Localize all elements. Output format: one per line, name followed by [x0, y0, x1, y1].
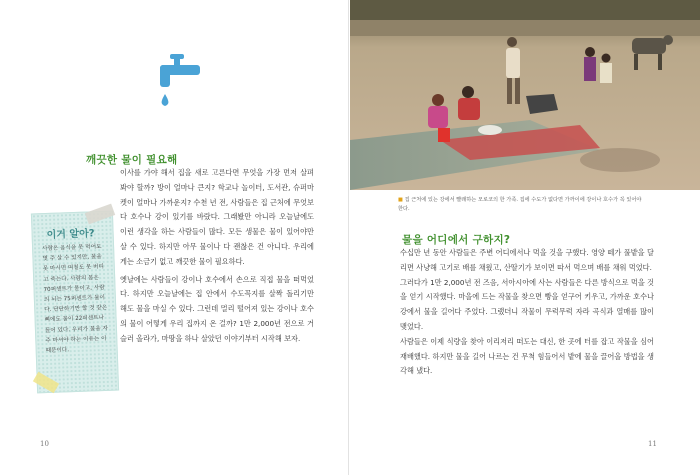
body-text — [400, 246, 654, 379]
paragraph: 수십만 년 동안 사람들은 주변 어디에서나 먹을 것을 구했다. 영양 떼가 풀밭을 달리면 사냥해 고기로 배를 채웠고, 산딸기가 보이면 따서 먹으며 배를 채워 먹었다. — [400, 248, 654, 272]
note-text: 사람은 음식을 못 먹어도 몇 주 살 수 있지만, 물을 못 마시면 며칠도 못 버티고 죽는다. 사람의 몸은 70퍼센트가 물이고, 사람의 뇌는 75퍼센트가 물이다. 단단하기만 할 것 같은 뼈에도 물이 22퍼센트나 들어 있다. 우리가 물을 자주 마셔야 하는 이유는 이 때문이다. — [42, 244, 108, 355]
paragraph: 이사를 가야 해서 집을 새로 고른다면 무엇을 가장 먼저 살펴봐야 할까? 방이 얼마나 큰지? 학교나 놀이터, 도서관, 슈퍼마켓이 얼마나 가까운지? 수천 년 전, 사람들은 집 근처에 무엇보다 호수나 강이 있기를 바랐다. 그래봤만 아니라 오늘날에도 이런 생각을 하는 사람들이 많다. 모든 생물은 물이 있어야만 살 수 있다. 하지만 아무 물이나 다 괜찮은 건 아니다. 우리에게는 소금기 없고 깨끗한 물이 필요하다. — [120, 168, 314, 266]
note-title: 이거 알아? — [46, 228, 95, 241]
faucet-icon — [152, 52, 202, 112]
paragraph: 옛날에는 사람들이 강이나 호수에서 손으로 직접 물을 떠먹었다. 하지만 오늘날에는 집 안에서 수도꼭지를 살짝 돌리기만 해도 물을 마실 수 있다. 그런데 멀리 떨어져 있는 강이나 호수의 물이 어떻게 우리 집까지 온 걸까? 1만 2,000년 전으로 거슬러 올라가, 마땅을 하나 살았던 이야기부터 시작해 보자. — [120, 274, 314, 343]
paragraph: 그러다가 1만 2,000년 전 즈음, 서아시아에 사는 사람들은 다른 방식으로 먹을 것을 얻기 시작했다. 마을에 드는 작물을 찾으면 빵을 얻구어 키우고, 가까운 호수나 강에서 물을 길어다 주었다. 그랬더니 작물이 무럭무럭 자라 곡식과 열매를 많이 맺었다. — [400, 277, 654, 331]
photo-caption — [398, 196, 643, 214]
left-page — [0, 0, 349, 475]
section-title: 물을 어디에서 구하지? — [402, 234, 511, 246]
body-text — [120, 166, 314, 347]
page-number: 10 — [40, 440, 49, 448]
river-laundry-photo — [350, 0, 700, 190]
caption-text: 집 근처에 있는 강에서 빨래하는 모로코의 한 가족. 집에 수도가 없다면 가까이에 강이나 호수가 꼭 있어야 한다. — [398, 197, 642, 212]
paragraph: 사람들은 이제 식량을 찾아 이리저리 떠도는 대신, 한 곳에 터를 잡고 작물을 심어 재배했다. 하지만 물을 길어 나르는 건 무척 힘들어서 밭에 물을 끌어올 방법을 생각해 냈다. — [400, 336, 654, 376]
page-number: 11 — [648, 440, 657, 448]
section-title: 깨끗한 물이 필요해 — [86, 154, 178, 166]
caption-bullet-icon: ■ — [398, 197, 403, 203]
did-you-know-note — [31, 211, 119, 394]
